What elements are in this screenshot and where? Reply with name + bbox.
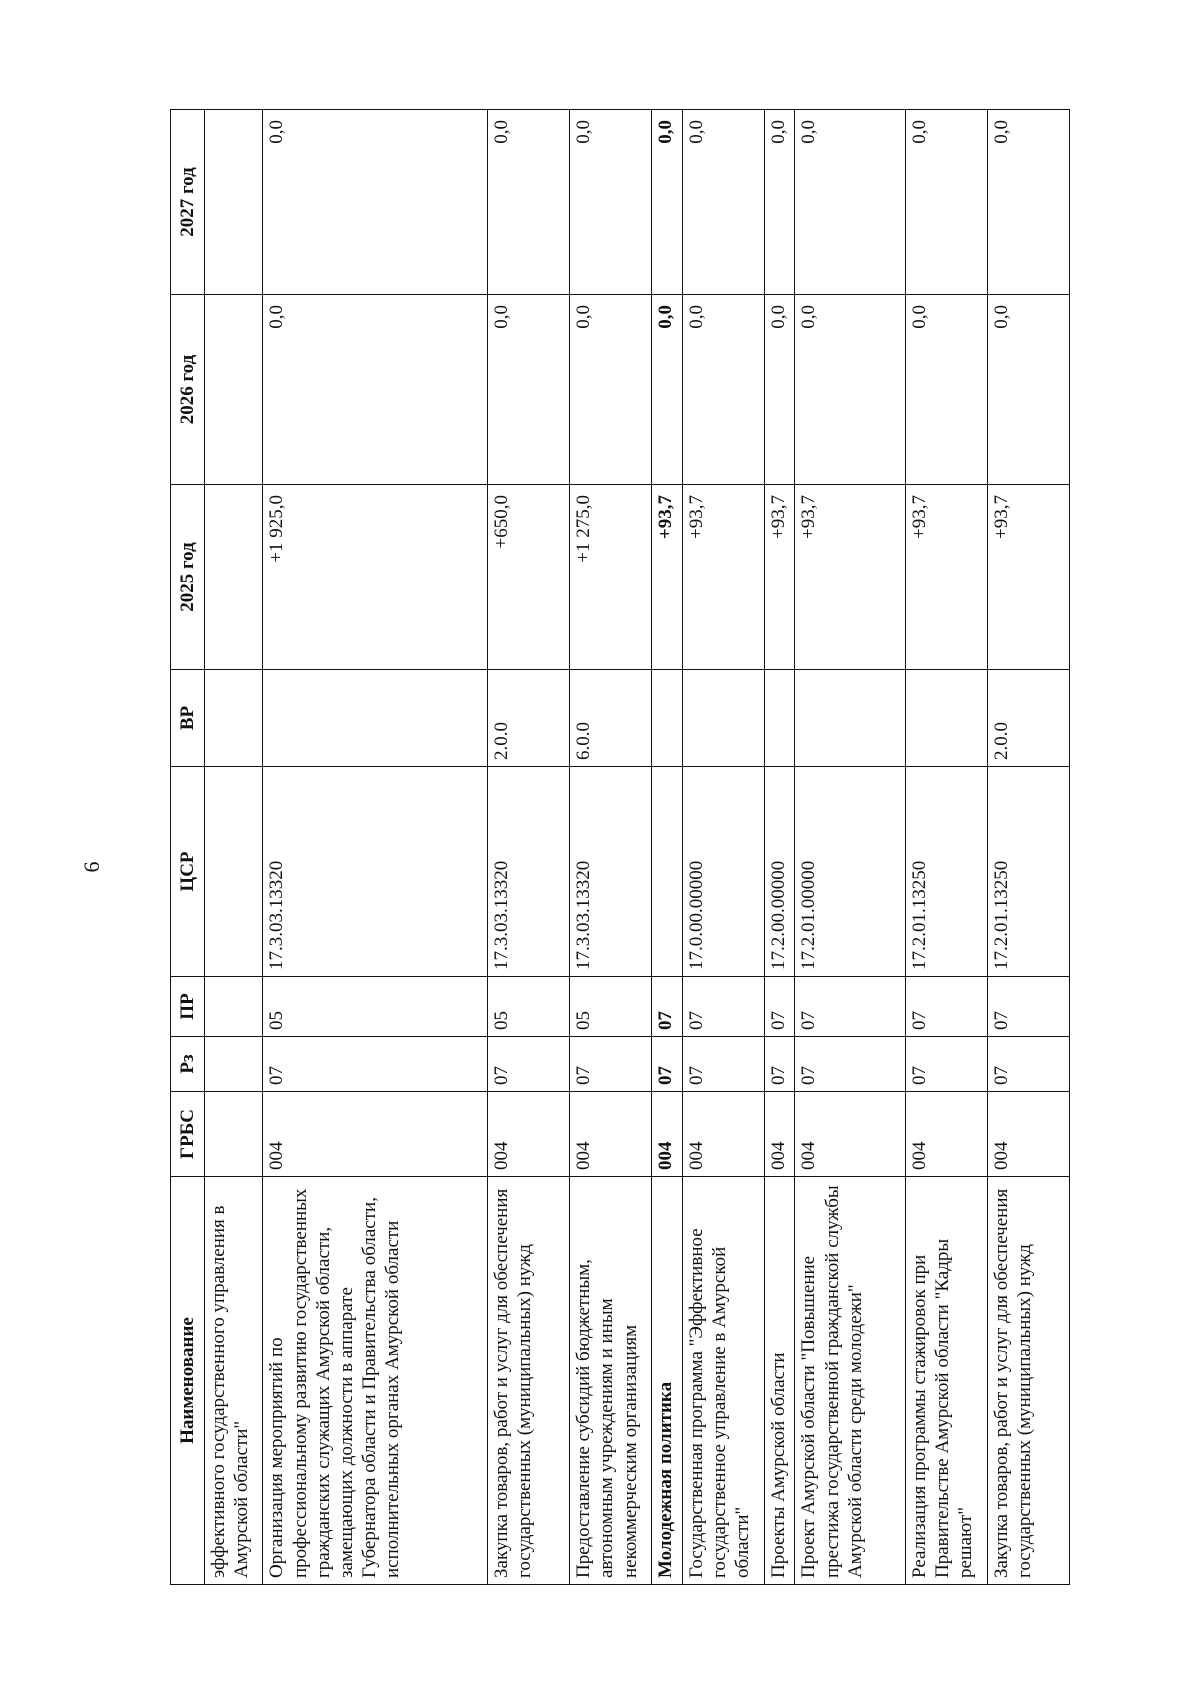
cell-y2027: 0,0 (570, 110, 652, 295)
page-number: 6 (79, 861, 104, 873)
cell-csr: 17.2.01.13250 (987, 767, 1069, 977)
cell-csr: 17.0.00.00000 (682, 767, 764, 977)
table-row (764, 110, 794, 1585)
cell-y2026: 0,0 (905, 295, 987, 485)
cell-pr: 05 (263, 977, 488, 1037)
table-row (263, 110, 488, 1585)
cell-grbs: 004 (570, 1092, 652, 1177)
cell-grbs: 004 (795, 1092, 905, 1177)
cell-rz: 07 (570, 1037, 652, 1092)
cell-csr (205, 767, 263, 977)
header-pr: ПР (171, 977, 205, 1037)
table-row (682, 110, 764, 1585)
table-row (795, 110, 905, 1585)
cell-rz: 07 (795, 1037, 905, 1092)
cell-y2027: 0,0 (263, 110, 488, 295)
cell-vr: 2.0.0 (987, 670, 1069, 767)
cell-rz: 07 (905, 1037, 987, 1092)
cell-csr: 17.2.01.13250 (905, 767, 987, 977)
table-body (205, 110, 1070, 1585)
header-2027: 2027 год (171, 110, 205, 295)
cell-pr: 07 (652, 977, 682, 1037)
cell-y2026: 0,0 (764, 295, 794, 485)
cell-name: Молодежная политика (652, 1177, 682, 1585)
cell-vr (652, 670, 682, 767)
cell-vr (795, 670, 905, 767)
cell-y2027: 0,0 (987, 110, 1069, 295)
table-row (570, 110, 652, 1585)
cell-grbs: 004 (905, 1092, 987, 1177)
cell-y2027: 0,0 (682, 110, 764, 295)
cell-pr: 05 (570, 977, 652, 1037)
cell-pr (205, 977, 263, 1037)
cell-y2026: 0,0 (570, 295, 652, 485)
cell-grbs: 004 (764, 1092, 794, 1177)
table-row (652, 110, 682, 1585)
header-2025: 2025 год (171, 485, 205, 670)
cell-y2026: 0,0 (652, 295, 682, 485)
cell-y2025: +93,7 (905, 485, 987, 670)
cell-y2026: 0,0 (488, 295, 570, 485)
cell-y2027 (205, 110, 263, 295)
cell-y2025: +93,7 (764, 485, 794, 670)
cell-y2025 (205, 485, 263, 670)
cell-csr: 17.2.01.00000 (795, 767, 905, 977)
cell-rz: 07 (488, 1037, 570, 1092)
cell-rz: 07 (682, 1037, 764, 1092)
cell-rz: 07 (263, 1037, 488, 1092)
cell-name: Государственная программа "Эффективное государственное управление в Амурской области" (682, 1177, 764, 1585)
header-csr: ЦСР (171, 767, 205, 977)
table-row (987, 110, 1069, 1585)
cell-y2026 (205, 295, 263, 485)
cell-name: Закупка товаров, работ и услуг для обеспечения государственных (муниципальных) нужд (488, 1177, 570, 1585)
cell-name: Реализация программы стажировок при Правительстве Амурской области "Кадры решают" (905, 1177, 987, 1585)
cell-y2026: 0,0 (263, 295, 488, 485)
cell-y2025: +1 925,0 (263, 485, 488, 670)
cell-rz: 07 (764, 1037, 794, 1092)
cell-y2025: +93,7 (652, 485, 682, 670)
cell-y2027: 0,0 (795, 110, 905, 295)
header-vr: ВР (171, 670, 205, 767)
cell-y2025: +93,7 (682, 485, 764, 670)
cell-y2027: 0,0 (905, 110, 987, 295)
cell-pr: 07 (905, 977, 987, 1037)
cell-name: Предоставление субсидий бюджетным, автономным учреждениям и иным некоммерческим организациям (570, 1177, 652, 1585)
cell-pr: 07 (795, 977, 905, 1037)
cell-y2027: 0,0 (764, 110, 794, 295)
cell-grbs: 004 (682, 1092, 764, 1177)
header-row (171, 110, 205, 1585)
cell-rz: 07 (987, 1037, 1069, 1092)
cell-pr: 07 (764, 977, 794, 1037)
budget-table (170, 109, 1070, 1585)
table-row (488, 110, 570, 1585)
cell-vr (682, 670, 764, 767)
cell-pr: 07 (987, 977, 1069, 1037)
cell-csr: 17.3.03.13320 (570, 767, 652, 977)
cell-name: Проект Амурской области "Повышение престижа государственной гражданской службы Амурской области среди молодежи" (795, 1177, 905, 1585)
cell-y2026: 0,0 (795, 295, 905, 485)
cell-name: Проекты Амурской области (764, 1177, 794, 1585)
cell-grbs: 004 (652, 1092, 682, 1177)
cell-name: эффективного государственного управления в Амурской области" (205, 1177, 263, 1585)
cell-rz: 07 (652, 1037, 682, 1092)
cell-y2026: 0,0 (987, 295, 1069, 485)
header-2026: 2026 год (171, 295, 205, 485)
cell-vr (764, 670, 794, 767)
header-grbs: ГРБС (171, 1092, 205, 1177)
cell-grbs: 004 (488, 1092, 570, 1177)
cell-vr (905, 670, 987, 767)
cell-y2027: 0,0 (488, 110, 570, 295)
rotated-table-container (170, 110, 1070, 1585)
header-rz: Рз (171, 1037, 205, 1092)
cell-vr (205, 670, 263, 767)
cell-csr: 17.2.00.00000 (764, 767, 794, 977)
cell-name: Организация мероприятий по профессиональному развитию государственных гражданских служащих Амурской области, замещающих должности в аппарате Губернатора области и Правительства области, исполнительных органах Амурской области (263, 1177, 488, 1585)
cell-csr (652, 767, 682, 977)
table-row (205, 110, 263, 1585)
cell-vr: 6.0.0 (570, 670, 652, 767)
cell-rz (205, 1037, 263, 1092)
cell-grbs: 004 (987, 1092, 1069, 1177)
cell-vr (263, 670, 488, 767)
cell-y2027: 0,0 (652, 110, 682, 295)
cell-y2025: +650,0 (488, 485, 570, 670)
cell-y2025: +1 275,0 (570, 485, 652, 670)
cell-y2025: +93,7 (795, 485, 905, 670)
cell-grbs: 004 (263, 1092, 488, 1177)
cell-y2025: +93,7 (987, 485, 1069, 670)
cell-pr: 05 (488, 977, 570, 1037)
cell-name: Закупка товаров, работ и услуг для обеспечения государственных (муниципальных) нужд (987, 1177, 1069, 1585)
cell-csr: 17.3.03.13320 (488, 767, 570, 977)
cell-pr: 07 (682, 977, 764, 1037)
cell-vr: 2.0.0 (488, 670, 570, 767)
header-name: Наименование (171, 1177, 205, 1585)
cell-grbs (205, 1092, 263, 1177)
cell-y2026: 0,0 (682, 295, 764, 485)
table-row (905, 110, 987, 1585)
cell-csr: 17.3.03.13320 (263, 767, 488, 977)
